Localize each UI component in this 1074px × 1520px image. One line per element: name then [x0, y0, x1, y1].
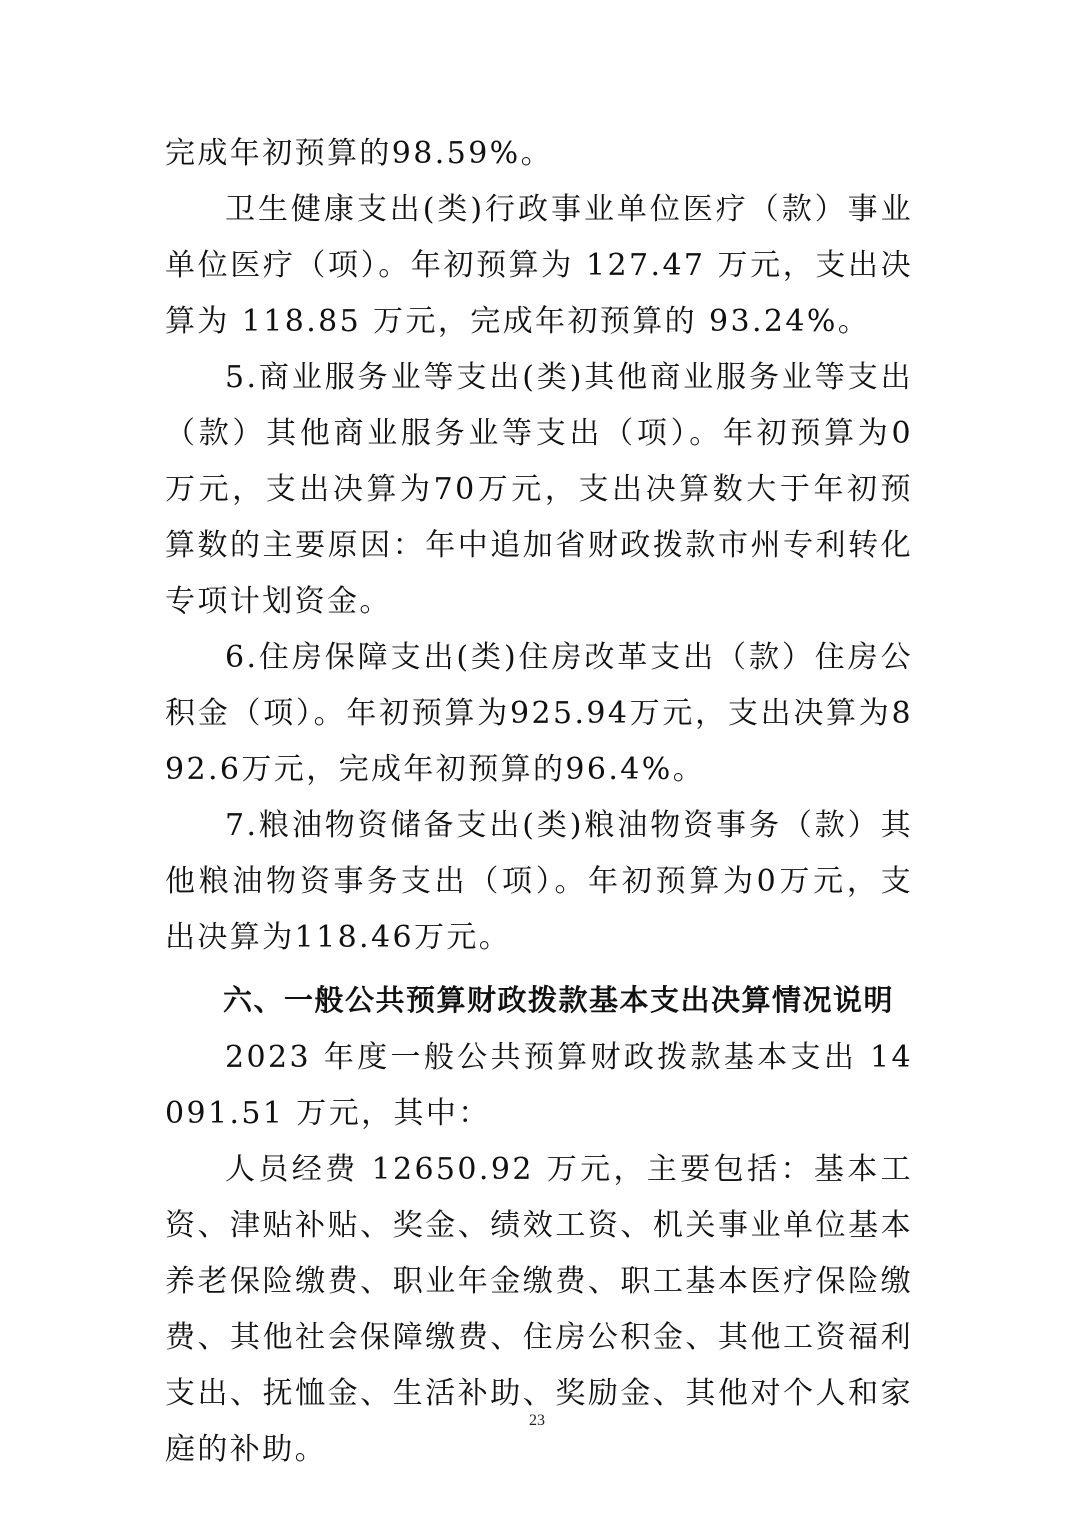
paragraph-continuation: 完成年初预算的98.59%。	[165, 136, 553, 171]
paragraph-personnel-costs: 人员经费 12650.92 万元，主要包括：基本工资、津贴补贴、奖金、绩效工资、机关事业单位基本养老保险缴费、职业年金缴费、职工基本医疗保险缴费、其他社会保障缴费、住房公积金、其他工资福利支出、抚恤金、生活补助、奖励金、其他对个人和家庭的补助。	[165, 1152, 913, 1467]
paragraph-grain-oil-reserves: 7.粮油物资储备支出(类)粮油物资事务（款）其他粮油物资事务支出（项）。年初预算为0万元，支出决算为118.46万元。	[165, 808, 913, 955]
page-number: 23	[529, 1412, 545, 1429]
section-heading: 六、一般公共预算财政拨款基本支出决算情况说明	[223, 983, 895, 1017]
page-body	[165, 126, 913, 1478]
paragraph-basic-expenditure-total: 2023 年度一般公共预算财政拨款基本支出 14091.51 万元，其中：	[165, 1040, 913, 1131]
paragraph-health-expenditure: 卫生健康支出(类)行政事业单位医疗（款）事业单位医疗（项）。年初预算为 127.47 万元，支出决算为 118.85 万元，完成年初预算的 93.24%。	[165, 192, 913, 339]
paragraph-commercial-services: 5.商业服务业等支出(类)其他商业服务业等支出（款）其他商业服务业等支出（项）。年初预算为0万元，支出决算为70万元，支出决算数大于年初预算数的主要原因：年中追加省财政拨款市州专利转化专项计划资金。	[165, 360, 913, 619]
paragraph-housing-security: 6.住房保障支出(类)住房改革支出（款）住房公积金（项）。年初预算为925.94万元，支出决算为892.6万元，完成年初预算的96.4%。	[165, 640, 913, 787]
